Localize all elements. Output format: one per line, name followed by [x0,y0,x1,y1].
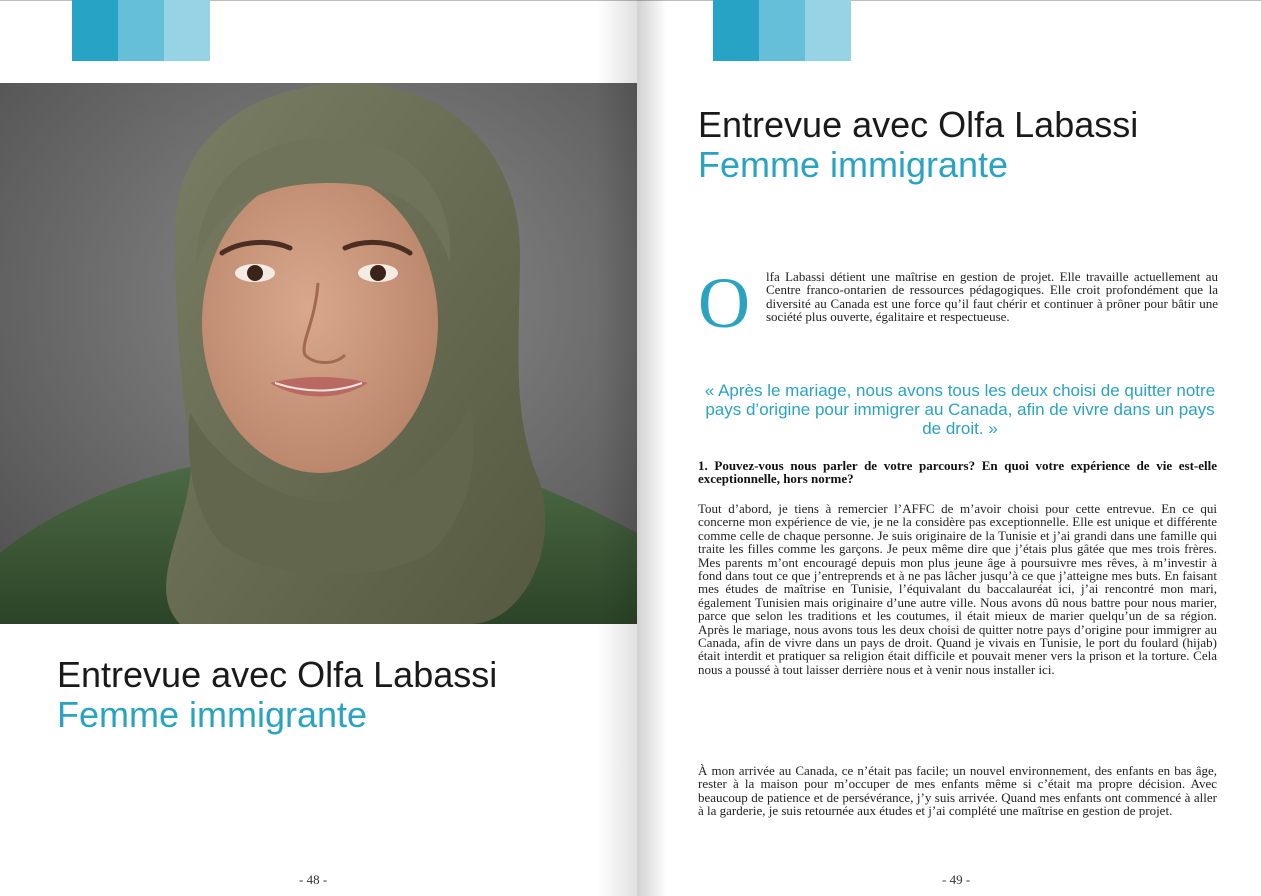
right-title-line1: Entrevue avec Olfa Labassi [698,104,1139,145]
swatch-mid [759,0,805,61]
left-title-block [57,655,617,735]
right-title-block [698,105,1238,185]
swatch-light [164,0,210,61]
gutter-shadow [637,0,667,896]
left-title-line1: Entrevue avec Olfa Labassi [57,654,498,695]
gutter-shadow [597,0,637,896]
interview-question: 1. Pouvez-vous nous parler de votre parcours? En quoi votre expérience de vie est-elle exceptionnelle, hors norme? [698,458,1217,486]
color-swatch-bar [72,0,210,61]
swatch-light [805,0,851,61]
right-page [637,0,1261,896]
left-title-line2: Femme immigrante [57,694,368,735]
swatch-mid [118,0,164,61]
swatch-dark [72,0,118,61]
answer-paragraph-1: Tout d’abord, je tiens à remercier l’AFFC de m’avoir choisi pour cette entrevue. En ce qui concerne mon expérience de vie, je ne la considère pas exceptionnelle. Elle est unique et différente comme celle de chaque personne. Je suis originaire de la Tunisie et j’ai grandi dans une famille qui traite les filles comme les garçons. Je peux même dire que j’étais plus gâtée que mes trois frères. Mes parents m’ont encouragé depuis mon plus jeune âge à poursuivre mes rêves, à m’investir à fond dans tout ce que j’entreprends et à ne pas lâcher jusqu’à ce que j’atteigne mes buts. En faisant mes études de maîtrise en Tunisie, l’équivalant du baccalauréat ici, j’ai rencontré mon mari, également Tunisien mais originaire d’une autre ville. Nous avons dû nous battre pour nous marier, parce que selon les traditions et les coutumes, il était mieux de marier quelqu’un de sa région. Après le mariage, nous avons tous les deux choisi de quitter notre pays d’origine pour immigrer au Canada, afin de vivre dans un pays de droit. Quand je vivais en Tunisie, le port du foulard (hijab) était interdit et pratiquer sa religion était difficile et pouvait mener vers la prison et la torture. Cela nous a poussé à tout laisser derrière nous et à venir nous installer ici. [698,501,1217,677]
left-page-number: - 48 - [299,872,328,887]
swatch-dark [713,0,759,61]
drop-cap: O [698,263,750,343]
right-page-number: - 49 - [942,872,971,887]
portrait-photo [0,83,637,624]
intro-text: lfa Labassi détient une maîtrise en gestion de projet. Elle travaille actuellement au Centre franco-ontarien de ressources pédagogiques. Elle croit profondément que la diversité au Canada est une force qu’il faut chérir et continuer à prôner pour bâtir une société plus ouverte, égalitaire et respectueuse. [766,269,1218,325]
intro-paragraph [698,263,1218,343]
color-swatch-bar [713,0,851,61]
right-title-line2: Femme immigrante [698,144,1009,185]
answer-paragraph-2: À mon arrivée au Canada, ce n’était pas facile; un nouvel environnement, des enfants en bas âge, rester à la maison pour m’occuper de mes enfants même si c’était ma propre décision. Avec beaucoup de patience et de persévérance, j’y suis arrivée. Quand mes enfants ont commencé à aller à la garderie, je suis retournée aux études et j’ai complété une maîtrise en gestion de projet. [698,763,1217,819]
pull-quote: « Après le mariage, nous avons tous les deux choisi de quitter notre pays d’origine pour immigrer au Canada, afin de vivre dans un pays de droit. » [704,381,1216,438]
